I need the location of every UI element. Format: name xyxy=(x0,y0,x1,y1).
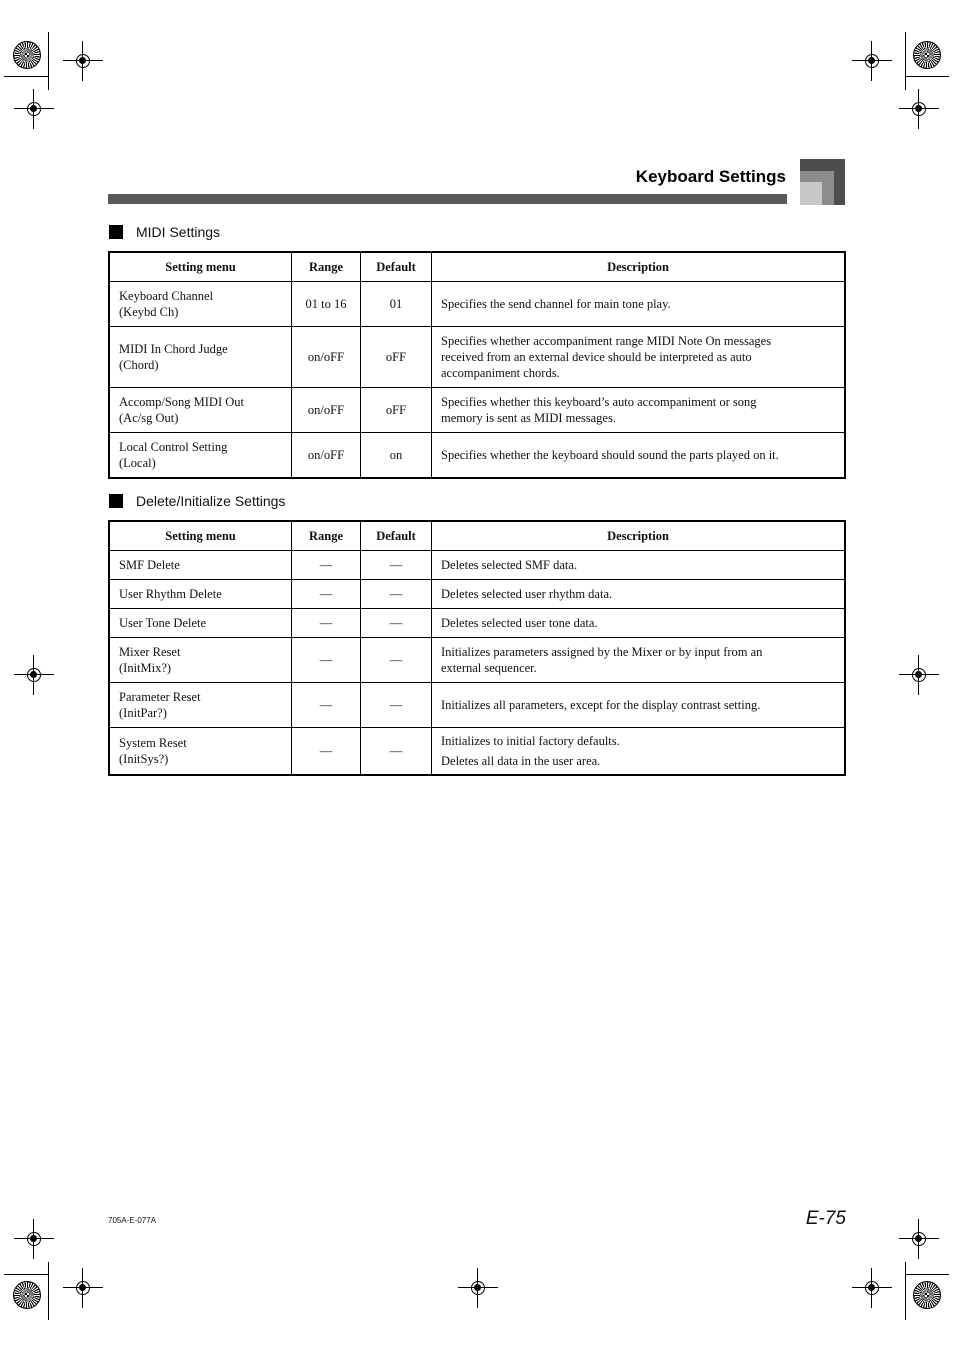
description-line: Specifies the send channel for main tone play. xyxy=(441,297,671,311)
setting-menu-cell xyxy=(109,388,292,433)
square-bullet-icon xyxy=(109,494,123,508)
crosshair-icon xyxy=(14,1219,54,1259)
crop-line xyxy=(48,32,49,90)
range-cell: — xyxy=(292,609,361,638)
table-row xyxy=(109,580,845,609)
description-cell xyxy=(432,282,846,327)
default-cell: oFF xyxy=(361,388,432,433)
range-cell: on/oFF xyxy=(292,327,361,388)
description-line: Specifies whether accompaniment range MIDI Note On messages xyxy=(441,334,772,348)
crosshair-icon xyxy=(899,89,939,129)
crop-line xyxy=(4,1274,48,1275)
table-header-row xyxy=(109,252,845,282)
range-cell: — xyxy=(292,728,361,775)
crop-line xyxy=(48,1262,49,1320)
midi-settings-heading xyxy=(109,224,220,240)
column-header: Default xyxy=(361,252,432,282)
description-line: accompaniment chords. xyxy=(441,366,560,380)
default-cell: — xyxy=(361,580,432,609)
setting-menu-cell xyxy=(109,433,292,478)
setting-name: System Reset xyxy=(119,735,187,750)
header-bar xyxy=(108,194,787,204)
setting-menu-cell xyxy=(109,551,292,580)
column-header: Description xyxy=(432,252,846,282)
crosshair-icon xyxy=(458,1268,498,1308)
description-cell xyxy=(432,327,846,388)
description-cell xyxy=(432,638,846,683)
description-line: Initializes parameters assigned by the Mixer or by input from an xyxy=(441,645,763,659)
setting-name: Accomp/Song MIDI Out xyxy=(119,395,244,409)
delete-initialize-heading xyxy=(109,493,285,509)
crop-line xyxy=(905,1262,906,1320)
setting-code: (Keybd Ch) xyxy=(119,305,179,319)
setting-code: (Chord) xyxy=(119,358,159,372)
default-cell: — xyxy=(361,728,432,775)
description-line: Deletes all data in the user area. xyxy=(441,753,601,768)
range-cell: on/oFF xyxy=(292,388,361,433)
setting-name: User Tone Delete xyxy=(119,616,207,630)
description-cell xyxy=(432,728,846,775)
default-cell: — xyxy=(361,551,432,580)
setting-menu-cell xyxy=(109,282,292,327)
range-cell: — xyxy=(292,580,361,609)
setting-menu-cell xyxy=(109,728,292,775)
description-line: Specifies whether the keyboard should sound the parts played on it. xyxy=(441,447,779,462)
default-cell: — xyxy=(361,638,432,683)
table-row xyxy=(109,638,845,683)
setting-menu-cell xyxy=(109,609,292,638)
column-header: Range xyxy=(292,252,361,282)
description-line: Deletes selected SMF data. xyxy=(441,558,578,572)
table-row xyxy=(109,327,845,388)
range-cell: — xyxy=(292,638,361,683)
setting-code: (InitSys?) xyxy=(119,751,169,766)
description-line: received from an external device should be interpreted as auto xyxy=(441,350,752,364)
column-header: Range xyxy=(292,521,361,551)
default-cell: — xyxy=(361,609,432,638)
crosshair-icon xyxy=(14,89,54,129)
section-heading-text: Delete/Initialize Settings xyxy=(136,493,286,509)
registration-burst-icon xyxy=(913,1281,941,1309)
crop-line xyxy=(905,1274,949,1275)
setting-name: MIDI In Chord Judge xyxy=(119,342,228,356)
description-line: Initializes to initial factory defaults. xyxy=(441,733,620,748)
column-header: Default xyxy=(361,521,432,551)
column-header: Description xyxy=(432,521,846,551)
description-cell xyxy=(432,683,846,728)
delete-initialize-table xyxy=(108,520,846,776)
table-row xyxy=(109,433,845,478)
default-cell: — xyxy=(361,683,432,728)
setting-name: SMF Delete xyxy=(119,558,180,572)
crosshair-icon xyxy=(852,1268,892,1308)
default-cell: 01 xyxy=(361,282,432,327)
description-cell xyxy=(432,388,846,433)
crosshair-icon xyxy=(14,655,54,695)
midi-settings-table xyxy=(108,251,846,479)
column-header: Setting menu xyxy=(109,521,292,551)
setting-name: Mixer Reset xyxy=(119,645,181,659)
description-line: external sequencer. xyxy=(441,661,537,675)
column-header: Setting menu xyxy=(109,252,292,282)
setting-code: (InitMix?) xyxy=(119,661,172,675)
table-row xyxy=(109,551,845,580)
crop-line xyxy=(4,76,48,77)
default-cell: on xyxy=(361,433,432,478)
range-cell: 01 to 16 xyxy=(292,282,361,327)
table-row xyxy=(109,388,845,433)
crop-line xyxy=(905,32,906,90)
table-row xyxy=(109,609,845,638)
description-line: memory is sent as MIDI messages. xyxy=(441,411,616,425)
description-line: Deletes selected user tone data. xyxy=(441,616,598,630)
description-cell xyxy=(432,580,846,609)
setting-name: User Rhythm Delete xyxy=(119,587,222,601)
setting-name: Keyboard Channel xyxy=(119,289,214,303)
table-header-row xyxy=(109,521,845,551)
range-cell: — xyxy=(292,551,361,580)
crosshair-icon xyxy=(63,41,103,81)
description-line: Deletes selected user rhythm data. xyxy=(441,587,613,601)
table-row xyxy=(109,728,845,775)
document-code: 705A-E-077A xyxy=(108,1216,157,1225)
default-cell: oFF xyxy=(361,327,432,388)
registration-burst-icon xyxy=(913,41,941,69)
description-line: Initializes all parameters, except for the display contrast setting. xyxy=(441,698,761,712)
crosshair-icon xyxy=(899,655,939,695)
square-bullet-icon xyxy=(109,225,123,239)
crosshair-icon xyxy=(899,1219,939,1259)
setting-code: (InitPar?) xyxy=(119,706,167,720)
description-cell xyxy=(432,551,846,580)
description-cell xyxy=(432,609,846,638)
crop-line xyxy=(905,76,949,77)
setting-menu-cell xyxy=(109,327,292,388)
table-row xyxy=(109,282,845,327)
registration-burst-icon xyxy=(13,41,41,69)
registration-burst-icon xyxy=(13,1281,41,1309)
section-tab-marker-inner xyxy=(800,182,822,205)
section-heading-text: MIDI Settings xyxy=(136,224,221,240)
setting-name: Local Control Setting xyxy=(119,439,228,454)
setting-code: (Ac/sg Out) xyxy=(119,411,179,425)
page-title: Keyboard Settings xyxy=(635,167,786,186)
description-line: Specifies whether this keyboard’s auto accompaniment or song xyxy=(441,395,757,409)
table-row xyxy=(109,683,845,728)
description-cell xyxy=(432,433,846,478)
setting-menu-cell xyxy=(109,580,292,609)
crosshair-icon xyxy=(852,41,892,81)
crosshair-icon xyxy=(63,1268,103,1308)
setting-name: Parameter Reset xyxy=(119,690,201,704)
page-number: E-75 xyxy=(805,1208,846,1229)
setting-menu-cell xyxy=(109,683,292,728)
range-cell: — xyxy=(292,683,361,728)
setting-code: (Local) xyxy=(119,455,156,470)
setting-menu-cell xyxy=(109,638,292,683)
range-cell: on/oFF xyxy=(292,433,361,478)
